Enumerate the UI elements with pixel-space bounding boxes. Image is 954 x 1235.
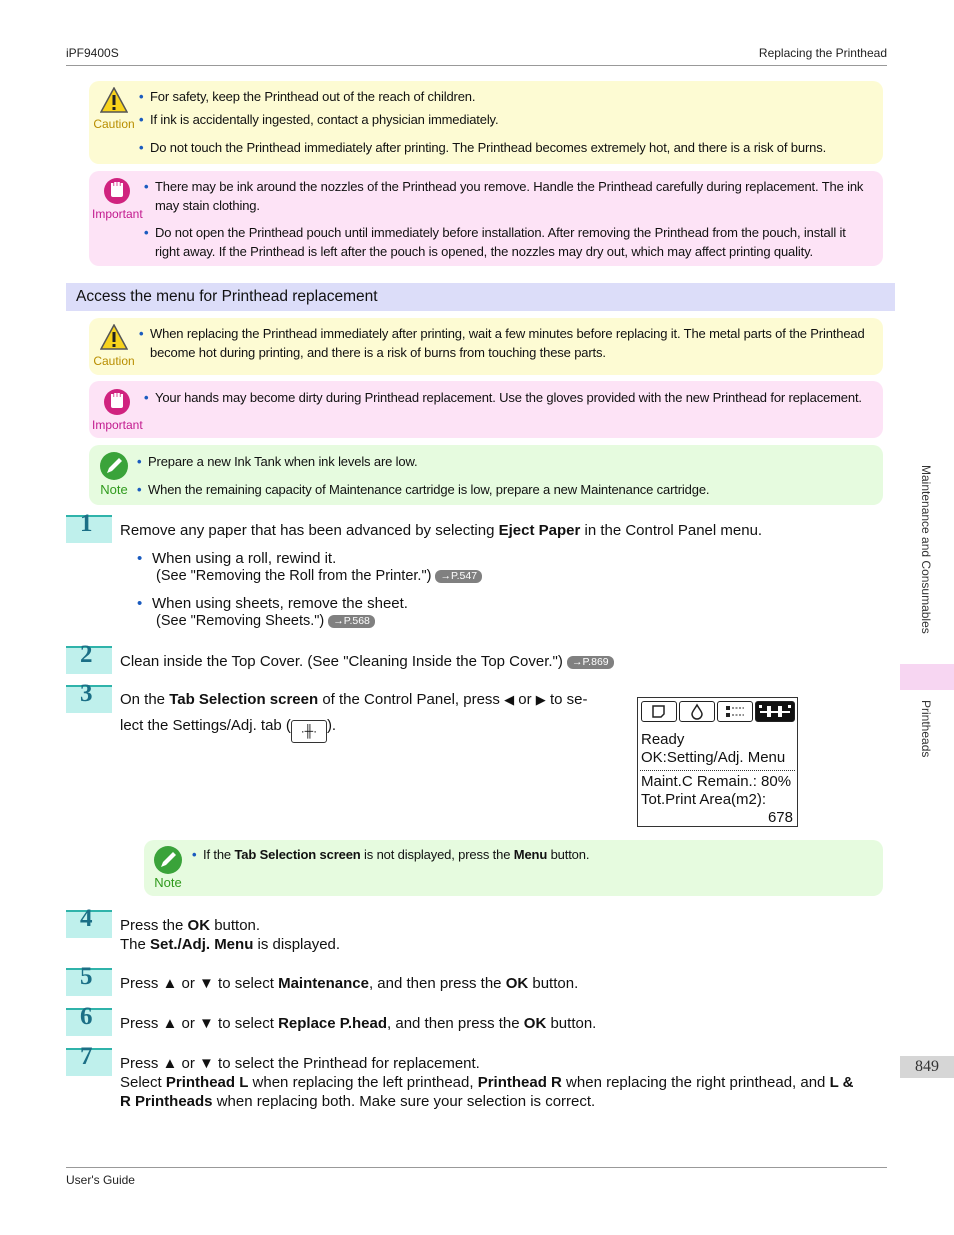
step-7-detail: Select Printhead L when replacing the left printhead, Printhead R when replacing the right printhead, and L & R Printheads when replacing both. Make sure your selection is correct. (120, 1074, 854, 1110)
important-icon (103, 388, 131, 416)
important-icon (103, 177, 131, 205)
step-1-sub: • When using a roll, rewind it. (137, 550, 337, 567)
important-label: Important (92, 418, 143, 432)
lcd-instruction: OK:Setting/Adj. Menu (641, 749, 786, 766)
left-arrow-icon: ◀ (504, 692, 515, 707)
header-product: iPF9400S (66, 46, 119, 60)
caution-item: • Do not touch the Printhead immediately after printing. The Printhead becomes extremely hot, and there is a risk of burns. (139, 140, 827, 155)
step-number: 5 (66, 968, 112, 996)
header-chapter: Replacing the Printhead (758, 46, 887, 60)
header-rule (66, 65, 887, 66)
job-tab-icon (717, 701, 753, 722)
step-1-sub-ref: (See "Removing Sheets.") →P.568 (156, 612, 375, 631)
side-section-label: Printheads (919, 700, 933, 758)
step-6-text: Press ▲ or ▼ to select Replace P.head, and then press the OK button. (120, 1015, 597, 1032)
step-number: 4 (66, 910, 112, 938)
step-1-sub-ref: (See "Removing the Roll from the Printer.") →P.547 (156, 567, 482, 586)
step-2-text: Clean inside the Top Cover. (See "Cleaning Inside the Top Cover.") →P.869 (120, 652, 860, 671)
step-5-text: Press ▲ or ▼ to select Maintenance, and then press the OK button. (120, 975, 579, 992)
note-item: • When the remaining capacity of Maintenance cartridge is low, prepare a new Maintenance cartridge. (137, 482, 710, 497)
lcd-divider (640, 770, 795, 771)
footer-rule (66, 1167, 887, 1168)
step-number: 6 (66, 1008, 112, 1036)
side-section-marker (900, 664, 954, 690)
step-number: 2 (66, 646, 112, 674)
settings-adj-tab-icon: ·╫· (291, 720, 327, 743)
note-item: • Prepare a new Ink Tank when ink levels are low. (137, 454, 418, 469)
settings-adj-tab-icon (755, 701, 795, 722)
important-item: • Your hands may become dirty during Printhead replacement. Use the gloves provided with the new Printhead for replacement. (144, 390, 862, 405)
lcd-maint-remain: Maint.C Remain.: 80% (641, 773, 792, 790)
caution-item: • When replacing the Printhead immediately after printing, wait a few minutes before replacing it. The metal parts of the Printhead become hot during printing, and there is a risk of burns from touching these parts. (139, 326, 865, 360)
important-label: Important (92, 207, 143, 221)
step-number: 1 (66, 515, 112, 543)
caution-item: • If ink is accidentally ingested, contact a physician immediately. (139, 112, 499, 127)
lcd-status: Ready (641, 731, 685, 748)
footer-guide-name: User's Guide (66, 1173, 135, 1187)
step-1-sub: • When using sheets, remove the sheet. (137, 595, 408, 612)
right-arrow-icon: ▶ (535, 692, 546, 707)
important-item: • Do not open the Printhead pouch until immediately before installation. After removing the Printhead from the pouch, install it right away. If the Printhead is left after the pouch is opened, the nozzles may dry out, which may affect printing quality. (144, 225, 846, 259)
note-label: Note (154, 875, 182, 890)
side-chapter-label: Maintenance and Consumables (919, 465, 933, 634)
step-3-text: On the Tab Selection screen of the Control Panel, press ◀ or ▶ to se- (120, 691, 588, 708)
note-item: • If the Tab Selection screen is not displayed, press the Menu button. (192, 847, 590, 862)
ink-tab-icon (679, 701, 715, 722)
step-number: 7 (66, 1048, 112, 1076)
caution-icon (100, 87, 128, 113)
caution-icon (100, 324, 128, 350)
caution-item: • For safety, keep the Printhead out of the reach of children. (139, 89, 476, 104)
step-4-text: Press the OK button. (120, 917, 261, 934)
caution-label: Caution (93, 117, 135, 131)
step-4-result: The Set./Adj. Menu is displayed. (120, 936, 341, 953)
step-1-text: Remove any paper that has been advanced by selecting Eject Paper in the Control Panel menu. (120, 522, 763, 539)
step-number: 3 (66, 685, 112, 713)
important-item: • There may be ink around the nozzles of the Printhead you remove. Handle the Printhead carefully during replacement. The ink may stain clothing. (144, 179, 864, 213)
step-7-text: Press ▲ or ▼ to select the Printhead for replacement. (120, 1055, 480, 1072)
page-link[interactable]: →P.547 (435, 570, 482, 583)
caution-label: Caution (93, 354, 135, 368)
note-label: Note (100, 482, 128, 497)
page-link[interactable]: →P.568 (328, 615, 375, 628)
control-panel-display (637, 697, 798, 827)
paper-tab-icon (641, 701, 677, 722)
page-number-text: 849 (915, 1058, 939, 1075)
lcd-print-area-label: Tot.Print Area(m2): (641, 791, 767, 808)
page-link[interactable]: →P.869 (567, 656, 614, 669)
section-header: Access the menu for Printhead replacement (66, 283, 895, 311)
note-pencil-icon (153, 845, 183, 875)
step-3-text-line2: lect the Settings/Adj. tab ( ·╫· ). (120, 716, 336, 743)
lcd-print-area-value: 678 (767, 809, 793, 826)
note-pencil-icon (99, 451, 129, 481)
